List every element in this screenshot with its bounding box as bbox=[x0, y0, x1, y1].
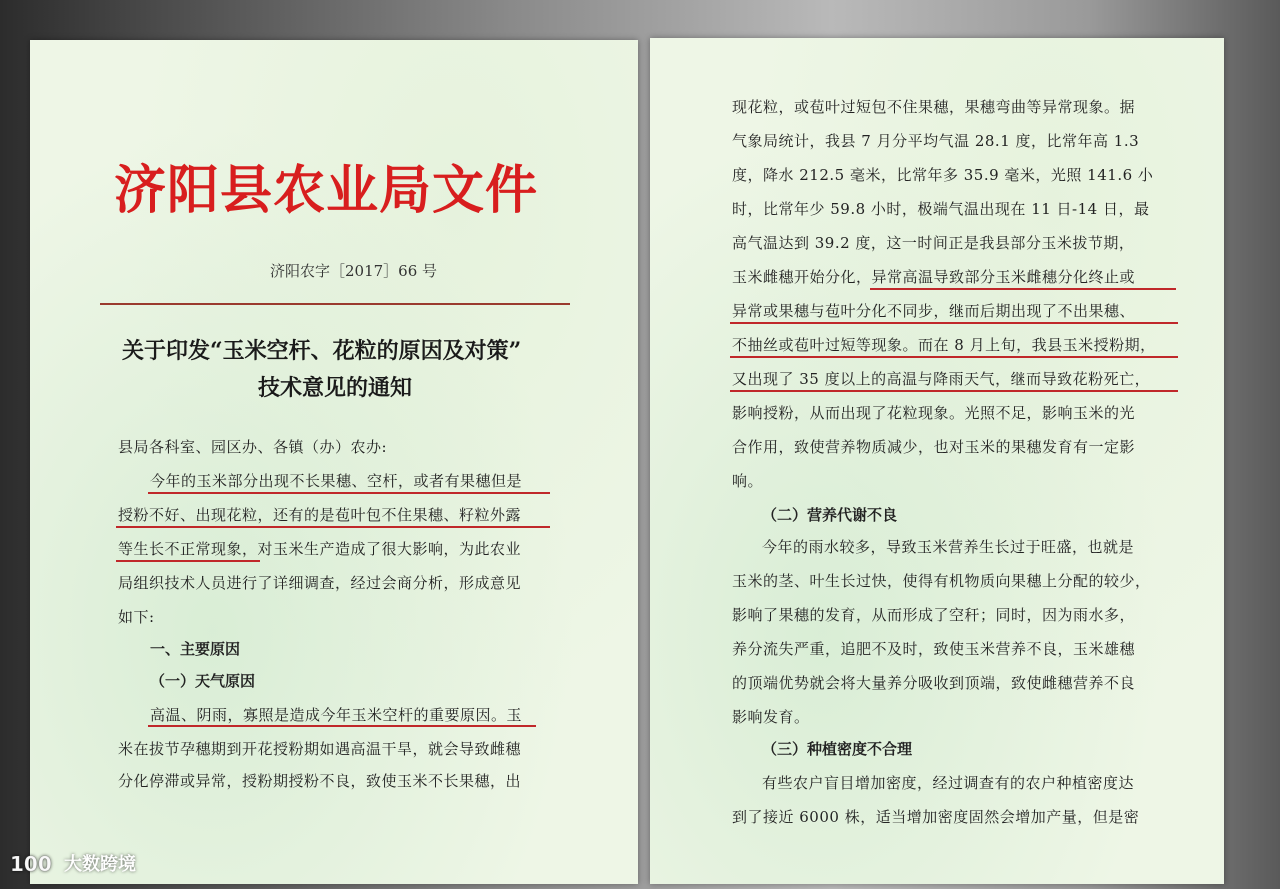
paragraph-line: 时，比常年少 59.8 小时，极端气温出现在 11 日-14 日，最 bbox=[732, 200, 1150, 218]
paragraph-line: 的顶端优势就会将大量养分吸收到顶端，致使雌穗营养不良 bbox=[732, 674, 1136, 692]
paragraph-line: 有些农户盲目增加密度，经过调查有的农户种植密度达 bbox=[762, 774, 1135, 792]
document-page-right bbox=[650, 38, 1224, 884]
paragraph-line: 到了接近 6000 株，适当增加密度固然会增加产量，但是密 bbox=[732, 808, 1140, 826]
salutation: 县局各科室、园区办、各镇（办）农办: bbox=[118, 438, 388, 456]
paragraph-line: 玉米的茎、叶生长过快，使得有机物质向果穗上分配的较少， bbox=[732, 572, 1151, 590]
paragraph-line: 影响发育。 bbox=[732, 708, 810, 726]
paragraph-line: 异常或果穗与苞叶分化不同步，继而后期出现了不出果穗、 bbox=[732, 302, 1136, 320]
highlight-underline bbox=[116, 526, 550, 528]
highlight-underline bbox=[116, 560, 260, 562]
subsection-heading: （三）种植密度不合理 bbox=[762, 740, 913, 758]
paragraph-line: 高温、阴雨，寡照是造成今年玉米空杆的重要原因。玉 bbox=[150, 706, 523, 724]
paragraph-line: 米在拔节孕穗期到开花授粉期如遇高温干旱，就会导致雌穗 bbox=[118, 740, 522, 758]
subsection-heading: （二）营养代谢不良 bbox=[762, 506, 898, 524]
document-header-title: 济阳县农业局文件 bbox=[114, 160, 539, 221]
paragraph-line: 等生长不正常现象，对玉米生产造成了很大影响，为此农业 bbox=[118, 540, 522, 558]
paragraph-line: 分化停滞或异常，授粉期授粉不良，致使玉米不长果穗，出 bbox=[118, 772, 522, 790]
document-page-left bbox=[30, 40, 638, 884]
paragraph-line: 度，降水 212.5 毫米，比常年多 35.9 毫米，光照 141.6 小 bbox=[732, 166, 1154, 184]
highlight-underline bbox=[148, 492, 550, 494]
highlight-underline bbox=[870, 288, 1176, 290]
paragraph-line: 高气温达到 39.2 度，这一时间正是我县部分玉米拔节期， bbox=[732, 234, 1135, 252]
watermark bbox=[10, 850, 136, 876]
paragraph-line: 现花粒，或苞叶过短包不住果穗，果穗弯曲等异常现象。据 bbox=[732, 98, 1136, 116]
document-number: 济阳农字［2017］66 号 bbox=[270, 262, 438, 280]
paragraph-line: 响。 bbox=[732, 472, 764, 490]
highlight-underline bbox=[730, 356, 1178, 358]
highlight-underline bbox=[730, 322, 1178, 324]
paragraph-line: 合作用，致使营养物质减少，也对玉米的果穗发育有一定影 bbox=[732, 438, 1136, 456]
paragraph-line: 玉米雌穗开始分化，异常高温导致部分玉米雌穗分化终止或 bbox=[732, 268, 1136, 286]
watermark-logo-icon bbox=[10, 850, 58, 876]
section-heading: 一、主要原因 bbox=[150, 640, 241, 658]
paragraph-line: 又出现了 35 度以上的高温与降雨天气，继而导致花粉死亡， bbox=[732, 370, 1151, 388]
notice-title-line-2: 技术意见的通知 bbox=[258, 375, 413, 401]
paragraph-line: 养分流失严重，追肥不及时，致使玉米营养不良，玉米雄穗 bbox=[732, 640, 1136, 658]
paragraph-line: 今年的玉米部分出现不长果穗、空杆，或者有果穗但是 bbox=[150, 472, 523, 490]
paragraph-line: 如下: bbox=[118, 608, 155, 626]
subsection-heading: （一）天气原因 bbox=[150, 672, 256, 690]
header-divider bbox=[100, 303, 570, 305]
paragraph-line: 影响了果穗的发育，从而形成了空秆；同时，因为雨水多， bbox=[732, 606, 1136, 624]
paragraph-line: 局组织技术人员进行了详细调查，经过会商分析，形成意见 bbox=[118, 574, 522, 592]
paragraph-line: 授粉不好、出现花粒，还有的是苞叶包不住果穗、籽粒外露 bbox=[118, 506, 522, 524]
notice-title-line-1: 关于印发“玉米空杆、花粒的原因及对策” bbox=[122, 338, 522, 364]
paragraph-line: 气象局统计，我县 7 月分平均气温 28.1 度，比常年高 1.3 bbox=[732, 132, 1140, 150]
highlight-underline bbox=[148, 725, 536, 727]
watermark-label: 大数跨境 bbox=[64, 854, 136, 875]
paragraph-line: 不抽丝或苞叶过短等现象。而在 8 月上旬，我县玉米授粉期， bbox=[732, 336, 1156, 354]
paragraph-line: 今年的雨水较多，导致玉米营养生长过于旺盛，也就是 bbox=[762, 538, 1135, 556]
highlight-underline bbox=[730, 390, 1178, 392]
paragraph-line: 影响授粉，从而出现了花粒现象。光照不足，影响玉米的光 bbox=[732, 404, 1136, 422]
watermark-logo-text: 100 bbox=[10, 852, 52, 876]
